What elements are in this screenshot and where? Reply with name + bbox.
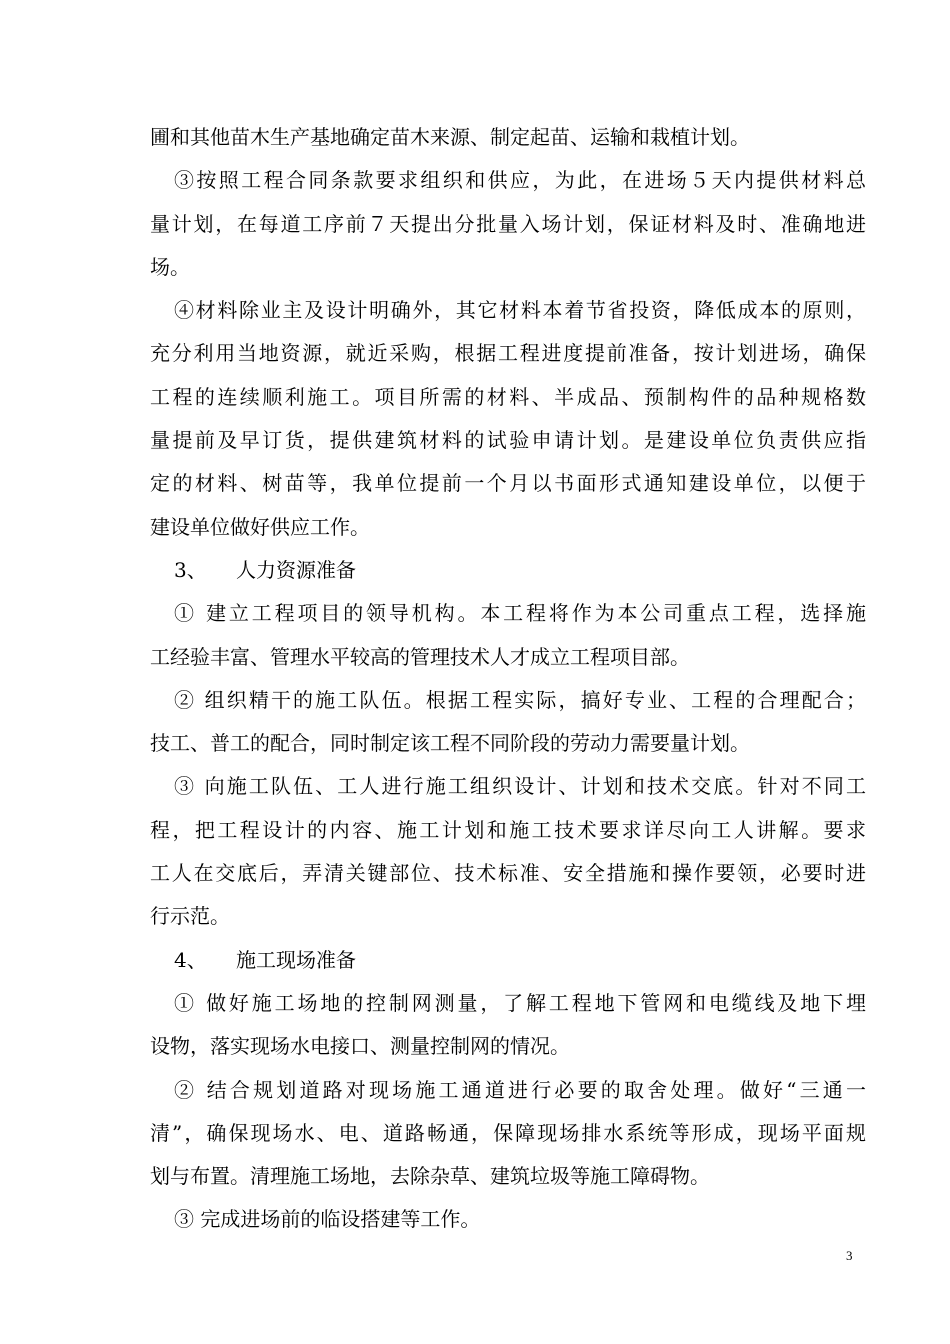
text-line: 工程的连续顺利施工。项目所需的材料、半成品、预制构件的品种规格数 (150, 384, 866, 409)
section-title: 人力资源准备 (236, 557, 356, 582)
section-heading (150, 549, 866, 592)
text-line: ① 建立工程项目的领导机构。本工程将作为本公司重点工程，选择施 (174, 601, 866, 626)
text-line: 程，把工程设计的内容、施工计划和施工技术要求详尽向工人讲解。要求 (150, 817, 866, 842)
text-line: ② 组织精干的施工队伍。根据工程实际，搞好专业、工程的合理配合； (174, 687, 866, 712)
text-line: 量提前及早订货，提供建筑材料的试验申请计划。是建设单位负责供应指 (150, 428, 866, 453)
text-line: 工人在交底后，弄清关键部位、技术标准、安全措施和操作要领，必要时进 (150, 861, 866, 886)
section-heading (150, 939, 866, 982)
section-number: 3、 (174, 557, 207, 582)
text-line: 场。 (150, 254, 190, 279)
text-line: 充分利用当地资源，就近采购，根据工程进度提前准备，按计划进场，确保 (150, 341, 866, 366)
text-line: 建设单位做好供应工作。 (150, 514, 370, 539)
section-title: 施工现场准备 (236, 947, 356, 972)
text-line: 技工、普工的配合，同时制定该工程不同阶段的劳动力需要量计划。 (150, 731, 750, 756)
text-line: ③ 向施工队伍、工人进行施工组织设计、计划和技术交底。针对不同工 (174, 774, 866, 799)
text-line: 定的材料、树苗等，我单位提前一个月以书面形式通知建设单位，以便于 (150, 471, 866, 496)
text-line: ④材料除业主及设计明确外，其它材料本着节省投资，降低成本的原则， (174, 298, 866, 323)
text-line: ② 结合规划道路对现场施工通道进行必要的取舍处理。做好“三通一 (174, 1077, 866, 1102)
section-number: 4、 (174, 947, 207, 972)
document-body (150, 116, 866, 1242)
text-line: 划与布置。清理施工场地，去除杂草、建筑垃圾等施工障碍物。 (150, 1164, 710, 1189)
text-line: 圃和其他苗木生产基地确定苗木来源、制定起苗、运输和栽植计划。 (150, 125, 750, 149)
text-line: 设物，落实现场水电接口、测量控制网的情况。 (150, 1034, 570, 1059)
text-line: 行示范。 (150, 904, 230, 929)
page-number: 3 (846, 1248, 853, 1263)
text-line: 工经验丰富、管理水平较高的管理技术人才成立工程项目部。 (150, 644, 690, 669)
text-line: ① 做好施工场地的控制网测量，了解工程地下管网和电缆线及地下埋 (174, 990, 866, 1015)
text-line: 清”，确保现场水、电、道路畅通，保障现场排水系统等形成，现场平面规 (150, 1120, 866, 1145)
text-line: ③ 完成进场前的临设搭建等工作。 (174, 1207, 481, 1232)
text-line: ③按照工程合同条款要求组织和供应，为此，在进场５天内提供材料总 (174, 168, 866, 193)
text-line: 量计划，在每道工序前７天提出分批量入场计划，保证材料及时、准确地进 (150, 211, 866, 236)
